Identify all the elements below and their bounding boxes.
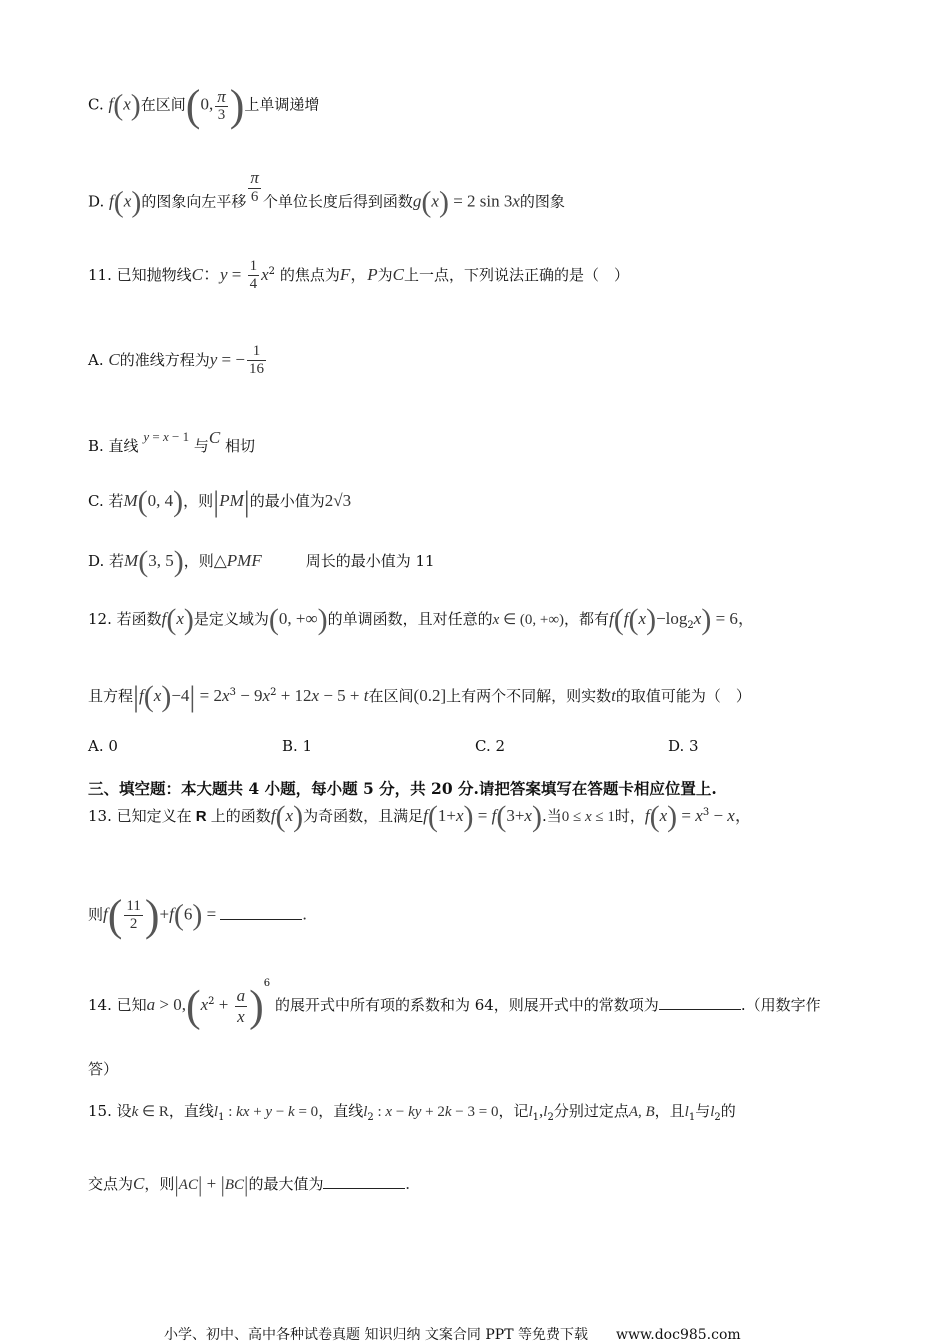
q10-option-c: C. f(x)在区间(0, $\frac{\pi}{3}$ )上单调递增	[88, 81, 320, 130]
q13-answer-blank[interactable]	[220, 919, 302, 920]
q13-question: 则f( $\frac{11}{2}$ )+f(6) = .	[88, 891, 307, 940]
q12-stem: 12. 若函数f(x)是定义域为(0, +∞)的单调函数，且对任意的x ∈ (0, +∞)，都有$f(f(x)-\log_2x) = 6$，	[88, 603, 755, 636]
q15-answer-blank[interactable]	[323, 1188, 405, 1189]
q12-equation: 且方程$|f(x)-4| = 2x^3 - 9x^2 + 12x - 5 + t$在区间(0.2]上有两个不同解，则实数t的取值可能为（ ）	[88, 680, 751, 713]
section-heading: 三、填空题：本大题共 4 小题，每小题 5 分，共 20 分.请把答案填写在答题卡相应位置上.	[88, 779, 717, 798]
q14-stem: 14. 已知$a > 0,(x^2$ + $\frac{a}{x}$ )$^6$ 的展开式中所有项的系数和为 64，则展开式中的常数项为 .（用数字作	[88, 978, 821, 1031]
q11-stem: 11. 已知抛物线C：y = $\frac{1}{4}$ $x^2$ 的焦点为F，P为C上一点，下列说法正确的是（ ）	[88, 258, 629, 293]
q12-option-d: D. 3	[668, 737, 699, 755]
q11-option-d: D. 若M(3, 5)，则△PMF 周长的最小值为 11	[88, 545, 435, 578]
q13-stem: 13. 已知定义在 R 上的函数f(x)为奇函数，且满足f(1+x) = f(3+x).当0 ≤ x ≤ 1时，$f(x) = x^3 - x$，	[88, 800, 752, 833]
q12-option-c: C. 2	[475, 737, 506, 755]
q15-stem: 15. 设k ∈ R，直线$l_1$ : kx + y − k = 0，直线$l_2$ : x − ky + 2k − 3 = 0，记$l_1,l_2$分别过定点A, B，且$l_1$与$l_2$的	[88, 1101, 736, 1123]
q14-continuation: 答）	[88, 1060, 119, 1078]
q15-question: 交点为C，则|AC| + |BC|的最大值为 .	[88, 1172, 410, 1197]
q14-answer-blank[interactable]	[659, 1009, 741, 1010]
q12-option-a: A. 0	[88, 737, 118, 755]
q10-option-d: D. f(x)的图象向左平移 $\frac{\pi}{6}$ 个单位长度后得到函数g(x) = 2 sin 3x的图象	[88, 168, 565, 219]
q11-option-b: B. 直线 y = x − 1 与C 相切	[88, 428, 256, 455]
q11-option-c: C. 若M(0, 4)，则|PM|的最小值为2√3	[88, 485, 352, 518]
q11-option-a: A. C的准线方程为y = − $\frac{1}{16}$	[88, 343, 264, 378]
page-footer: 小学、初中、高中各种试卷真题 知识归纳 文案合同 PPT 等免费下载 www.doc985.com	[164, 1327, 741, 1343]
q12-option-b: B. 1	[282, 737, 313, 755]
